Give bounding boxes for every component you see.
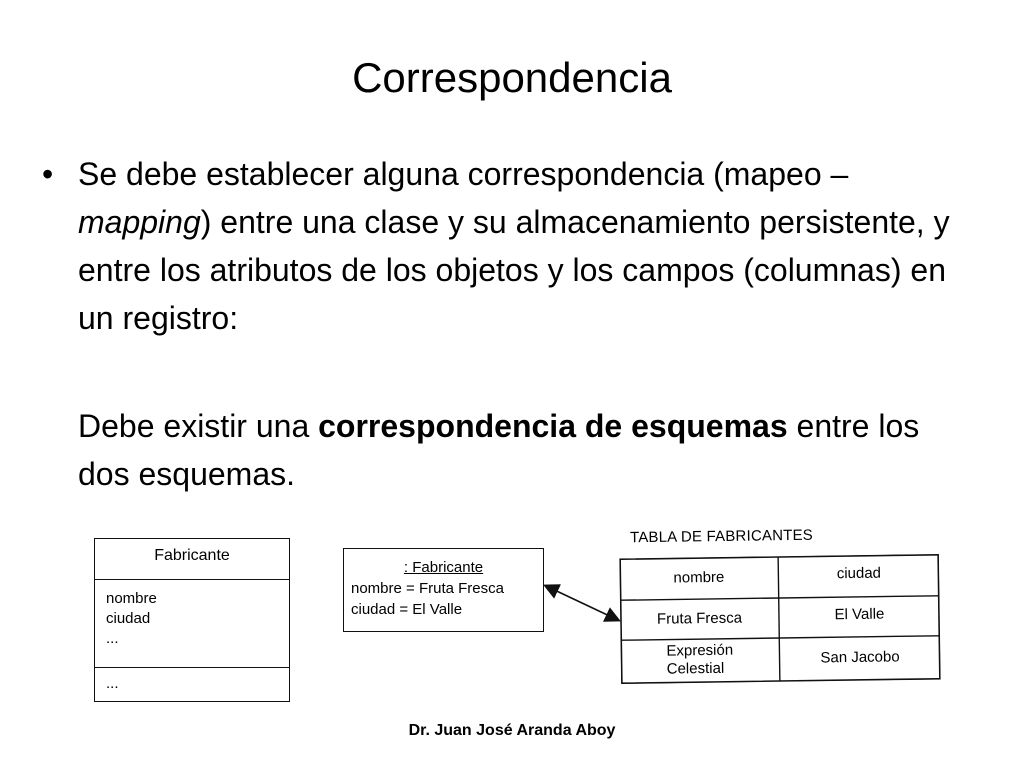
uml-attribute: ciudad [106, 610, 151, 627]
object-attribute: ciudad = El Valle [351, 601, 463, 618]
table-cell: El Valle [834, 605, 885, 624]
bullet-marker: • [42, 156, 54, 192]
slide-footer-author: Dr. Juan José Aranda Aboy [408, 722, 616, 739]
mapping-diagram [0, 520, 1024, 710]
object-attribute: nombre = Fruta Fresca [351, 580, 504, 597]
data-table [619, 554, 941, 684]
bullet-text-end: ) entre una clase y su almacenamiento persistente, y entre los atributos de los objetos y los campos (columnas) en un registro: [78, 204, 950, 336]
uml-class-name: Fabricante [154, 547, 230, 564]
table-header-cell: ciudad [836, 564, 882, 583]
followup-paragraph [78, 402, 978, 498]
uml-operation: ... [106, 675, 119, 692]
table-cell: Expresión Celestial [666, 641, 734, 678]
followup-text-end: entre los dos esquemas. [78, 408, 920, 492]
followup-text-start: Debe existir una [78, 408, 319, 444]
bullet-text-start: Se debe establecer alguna correspondencia (mapeo – [78, 156, 849, 192]
uml-attribute: nombre [106, 590, 157, 607]
table-cell: San Jacobo [820, 648, 900, 667]
uml-attribute: ... [106, 630, 119, 647]
table-header-cell: nombre [673, 568, 725, 587]
object-title: : Fabricante [403, 559, 484, 576]
bullet-paragraph [78, 150, 978, 342]
followup-text-bold: correspondencia de esquemas [318, 408, 788, 444]
table-cell: Fruta Fresca [656, 609, 743, 628]
slide-title: Correspondencia [352, 54, 672, 101]
bullet-text-italic: mapping [78, 204, 201, 240]
table-caption: TABLA DE FABRICANTES [629, 526, 814, 547]
